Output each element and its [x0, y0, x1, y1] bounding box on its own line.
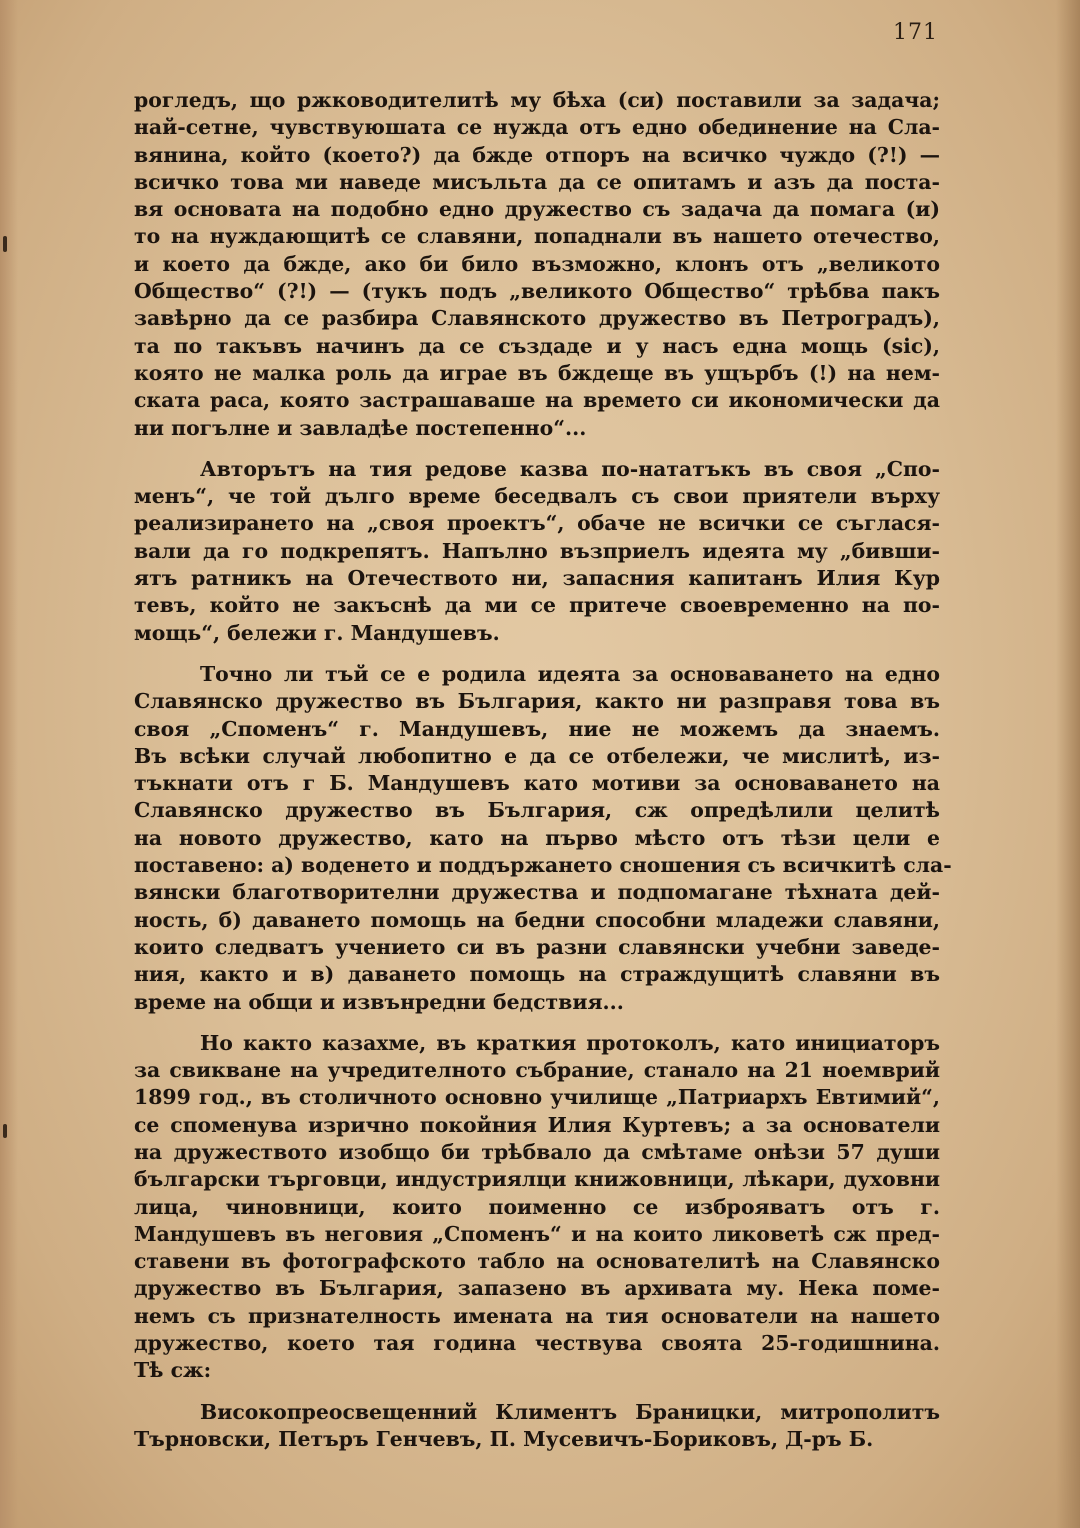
- text-line: вянски благотворителни дружества и подпомагане тѣхната дей-: [134, 880, 940, 905]
- binding-mark: [3, 236, 7, 252]
- text-line: дружество, което тая година чествува своята 25-годишнина.: [134, 1331, 940, 1356]
- text-line: 1899 год., въ столичното основно училище „Патриархъ Евтимий“,: [134, 1085, 940, 1110]
- text-line: на дружеството изобщо би трѣбвало да смѣтаме онѣзи 57 души: [134, 1139, 940, 1164]
- text-line: Но както казахме, въ краткия протоколъ, като инициаторъ: [200, 1030, 940, 1055]
- text-line: Мандушевъ въ неговия „Споменъ“ и на които ликоветѣ сж пред-: [134, 1221, 940, 1246]
- text-line: и което да бжде, ако би било възможно, клонъ отъ „великото: [134, 251, 940, 276]
- paragraph-gap: [134, 1385, 940, 1399]
- text-line: рогледъ, що ржководителитѣ му бѣха (си) поставили за задача;: [134, 88, 940, 112]
- text-line: вали да го подкрепятъ. Напълно възприелъ идеята му „бивши-: [134, 538, 940, 563]
- text-line: време на общи и извънредни бедствия...: [134, 989, 624, 1014]
- text-line: поставено: а) воденето и поддържането сношения съ всичкитѣ сла-: [134, 853, 952, 878]
- paragraph-gap: [134, 647, 940, 661]
- text-line: най-сетне, чувствуюшата се нужда отъ едно обединение на Сла-: [134, 115, 940, 140]
- text-line: ность, б) даването помощь на бедни способни младежи славяни,: [134, 907, 940, 932]
- text-line: Общество“ (?!) — (тукъ подъ „великото Общество“ трѣбва пакъ: [134, 279, 940, 304]
- text-line: вянина, който (което?) да бжде отпоръ на всичко чуждо (?!) —: [134, 142, 940, 167]
- text-line: Високопреосвещенний Климентъ Браницки, митрополитъ: [200, 1399, 940, 1424]
- paragraph: [134, 87, 940, 442]
- text-line: ни погълне и завладѣе постепенно“...: [134, 415, 587, 440]
- text-line: Точно ли тъй се е родила идеята за основаването на едно: [200, 661, 940, 686]
- text-line: Тѣ сж:: [134, 1358, 212, 1383]
- text-line: мощь“, бележи г. Мандушевъ.: [134, 620, 500, 645]
- paragraph: [134, 456, 940, 647]
- text-line: всичко това ми наведе мисъльта да се опитамъ и азъ да поста-: [134, 169, 940, 194]
- text-line: които следватъ учението си въ разни славянски учебни заведе-: [134, 934, 940, 959]
- text-line: за свикване на учредителното събрание, станало на 21 ноемврий: [134, 1058, 940, 1083]
- paragraph: [134, 1399, 940, 1454]
- text-line: се споменува изрично покойния Илия Куртевъ; а за основатели: [134, 1112, 940, 1137]
- text-line: тъкнати отъ г Б. Мандушевъ като мотиви за основаването на: [134, 771, 940, 796]
- page-edge-right: [1056, 0, 1080, 1528]
- text-line: реализирането на „своя проектъ“, обаче не всички се съглася-: [134, 511, 940, 536]
- text-line: която не малка роль да играе въ бждеще въ ущърбъ (!) на нем-: [134, 360, 940, 385]
- text-line: ската раса, която застрашаваше на времето си икономически да: [134, 388, 940, 413]
- text-line: немъ съ признателность имената на тия основатели на нашето: [134, 1303, 940, 1328]
- binding-mark: [3, 1124, 7, 1138]
- paragraph: [134, 1030, 940, 1385]
- text-line: дружество въ България, запазено въ архивата му. Нека поме-: [134, 1276, 940, 1301]
- text-line: ния, както и в) даването помощь на страждущитѣ славяни въ: [134, 962, 940, 987]
- text-line: вя основата на подобно едно дружество съ задача да помага (и): [134, 197, 940, 222]
- text-line: тевъ, който не закъснѣ да ми се притече своевременно на по-: [134, 593, 940, 618]
- text-line: лица, чиновници, които поименно се изброяватъ отъ г.: [134, 1194, 940, 1219]
- page-edge-left: [0, 0, 18, 1528]
- paragraph-gap: [134, 1016, 940, 1030]
- paragraph-gap: [134, 442, 940, 456]
- paragraph: [134, 661, 952, 1016]
- text-line: та по такъвъ начинъ да се създаде и у насъ една мощь (sic),: [134, 333, 940, 358]
- text-line: менъ“, че той дълго време беседвалъ съ свои приятели върху: [134, 484, 940, 509]
- text-line: своя „Споменъ“ г. Мандушевъ, ние не можемъ да знаемъ.: [134, 716, 940, 741]
- body-text: [134, 87, 952, 1453]
- text-line: Славянско дружество въ България, сж опредѣлили целитѣ: [134, 798, 940, 823]
- text-line: Славянско дружество въ България, както ни разправя това въ: [134, 689, 940, 714]
- page-number: 171: [893, 20, 938, 45]
- text-line: български търговци, индустриялци книжовници, лѣкари, духовни: [134, 1167, 940, 1192]
- text-line: Търновски, Петъръ Генчевъ, П. Мусевичъ-Бориковъ, Д-ръ Б.: [134, 1426, 874, 1451]
- text-line: Авторътъ на тия редове казва по-нататъкъ въ своя „Спо-: [200, 456, 940, 481]
- text-line: Въ всѣки случай любопитно е да се отбележи, че мислитѣ, из-: [134, 743, 940, 768]
- text-line: завѣрно да се разбира Славянското дружество въ Петроградъ),: [134, 306, 940, 331]
- text-line: то на нуждающитѣ се славяни, попаднали въ нашето отечество,: [134, 224, 940, 249]
- text-line: ятъ ратникъ на Отечеството ни, запасния капитанъ Илия Кур: [134, 566, 940, 591]
- text-line: ставени въ фотографското табло на основателитѣ на Славянско: [134, 1249, 940, 1274]
- text-line: на новото дружество, като на първо мѣсто отъ тѣзи цели е: [134, 825, 940, 850]
